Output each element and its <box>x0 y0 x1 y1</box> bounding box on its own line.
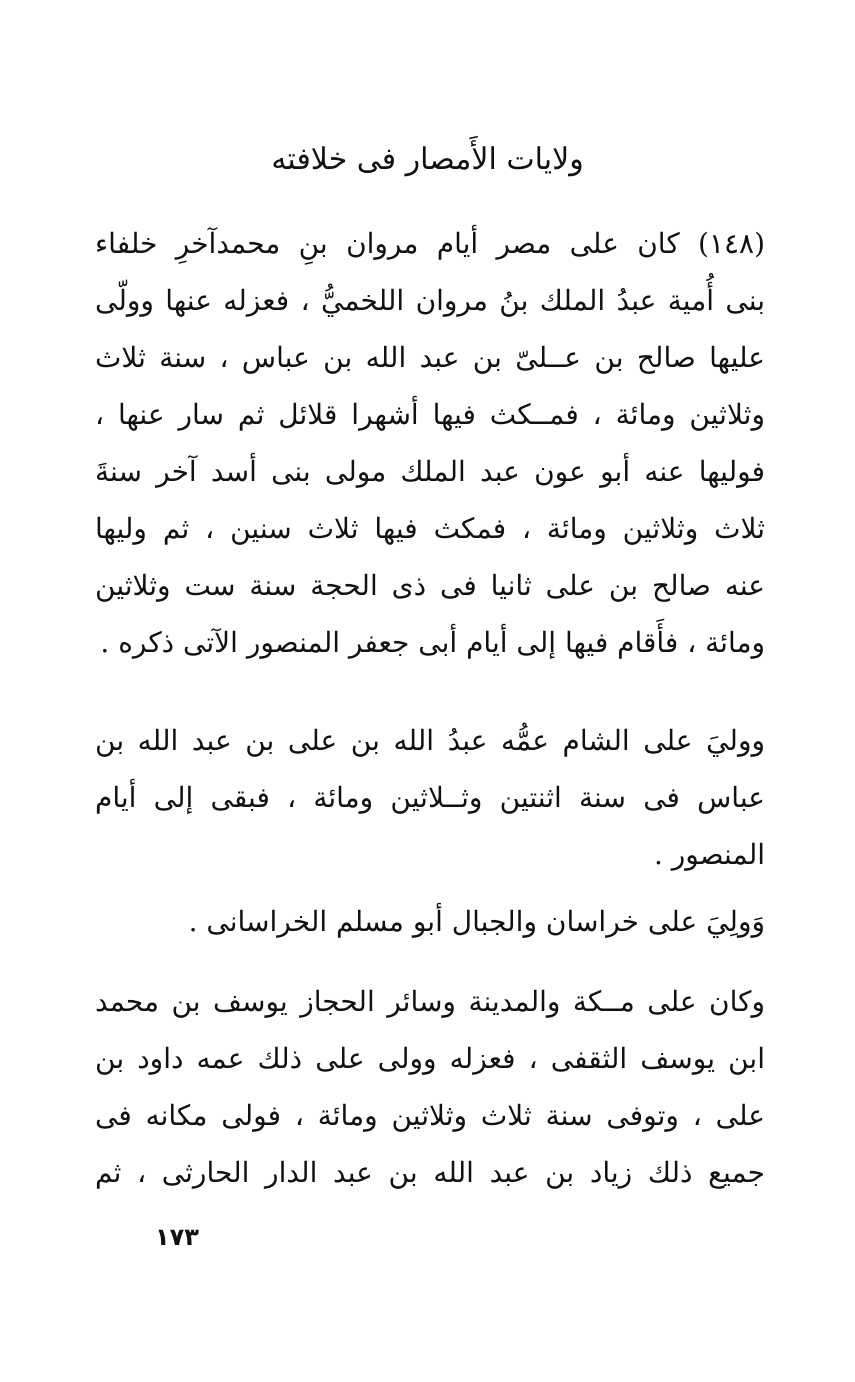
paragraph-hijaz <box>95 973 765 1201</box>
text-line: ثلاث وثلاثين ومائة ، فمكث فيها ثلاث سنين ، ثم وليها <box>95 512 765 545</box>
text-line: ابن يوسف الثقفى ، فعزله وولى على ذلك عمه داود بن <box>95 1042 765 1075</box>
paragraph-egypt <box>95 215 765 671</box>
text-line: عباس فى سنة اثنتين وثــلاثين ومائة ، فبقى إلى أيام <box>95 781 765 814</box>
text-line: (١٤٨) كان على مصر أيام مروان بنِ محمدآخرِ خلفاء <box>95 227 765 260</box>
page-heading: ولايات الأَمصار فى خلافته <box>271 142 584 177</box>
text-line: على ، وتوفى سنة ثلاث وثلاثين ومائة ، فولى مكانه فى <box>95 1099 765 1132</box>
text-line: فوليها عنه أبو عون عبد الملك مولى بنى أسد آخر سنةَ <box>95 455 765 488</box>
text-line: المنصور . <box>653 838 765 871</box>
text-line: ومائة ، فأَقام فيها إلى أيام أبى جعفر المنصور الآتى ذكره . <box>100 626 765 659</box>
text-line: وكان على مــكة والمدينة وسائر الحجاز يوسف بن محمد <box>95 985 765 1018</box>
text-line: بنى أُمية عبدُ الملك بنُ مروان اللخميُّ ، فعزله عنها وولّى <box>95 284 765 317</box>
text-line: وَولِيَ على خراسان والجبال أبو مسلم الخراسانى . <box>188 905 765 938</box>
text-line: عنه صالح بن على ثانيا فى ذى الحجة سنة ست وثلاثين <box>95 569 765 602</box>
paragraph-khurasan <box>95 893 765 950</box>
text-line: ووليَ على الشام عمُّه عبدُ الله بن على بن عبد الله بن <box>95 724 765 757</box>
text-line: جميع ذلك زياد بن عبد الله بن عبد الدار الحارثى ، ثم <box>95 1156 765 1189</box>
page-number: ١٧٣ <box>155 1223 199 1251</box>
paragraph-syria <box>95 712 765 883</box>
text-line: عليها صالح بن عــلىّ بن عبد الله بن عباس ، سنة ثلاث <box>95 341 765 374</box>
text-line: وثلاثين ومائة ، فمــكث فيها أشهرا قلائل ثم سار عنها ، <box>95 398 765 431</box>
